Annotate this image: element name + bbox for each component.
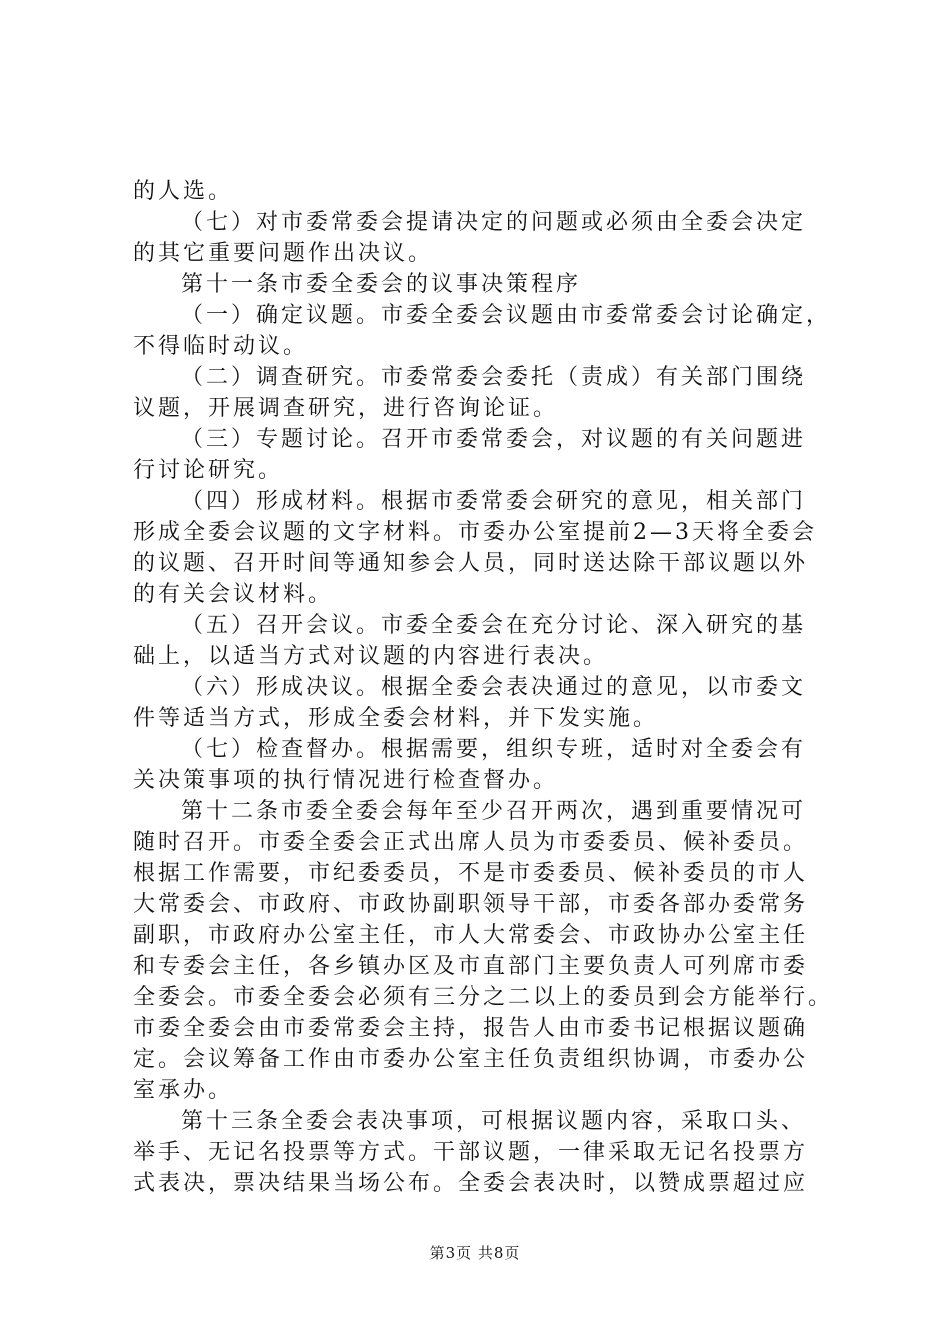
text-line: 第十一条市委全委会的议事决策程序 bbox=[181, 272, 582, 297]
text-line: （七）检查督办。根据需要，组织专班，适时对全委会有 bbox=[181, 737, 807, 762]
text-line: 全委会。市委全委会必须有三分之二以上的委员到会方能举行。 bbox=[133, 985, 833, 1010]
text-line: 室承办。 bbox=[133, 1078, 234, 1103]
text-line: 议题，开展调查研究，进行咨询论证。 bbox=[133, 396, 559, 421]
text-line: 的人选。 bbox=[133, 179, 234, 204]
text-line: （一）确定议题。市委全委会议题由市委常委会讨论确定， bbox=[181, 303, 832, 328]
text-line: 不得临时动议。 bbox=[133, 334, 309, 359]
text-line: （五）召开会议。市委全委会在充分讨论、深入研究的基 bbox=[181, 613, 807, 638]
text-line: （六）形成决议。根据全委会表决通过的意见，以市委文 bbox=[181, 675, 807, 700]
text-line: 形成全委会议题的文字材料。市委办公室提前2—3天将全委会 bbox=[133, 520, 817, 545]
text-line: 行讨论研究。 bbox=[133, 458, 284, 483]
text-line: 的其它重要问题作出决议。 bbox=[133, 241, 434, 266]
text-line: 市委全委会由市委常委会主持，报告人由市委书记根据议题确 bbox=[133, 1016, 809, 1041]
text-line: 第十二条市委全委会每年至少召开两次，遇到重要情况可 bbox=[181, 799, 807, 824]
text-line: 第十三条全委会表决事项，可根据议题内容，采取口头、 bbox=[181, 1109, 807, 1134]
text-line: 式表决，票决结果当场公布。全委会表决时，以赞成票超过应 bbox=[133, 1171, 809, 1196]
text-line: 随时召开。市委全委会正式出席人员为市委委员、候补委员。 bbox=[133, 830, 809, 855]
document-body bbox=[133, 176, 833, 1199]
text-line: （三）专题讨论。召开市委常委会，对议题的有关问题进 bbox=[181, 427, 807, 452]
text-line: 件等适当方式，形成全委会材料，并下发实施。 bbox=[133, 706, 659, 731]
text-line: 副职，市政府办公室主任，市人大常委会、市政协办公室主任 bbox=[133, 923, 809, 948]
text-line: 举手、无记名投票等方式。干部议题，一律采取无记名投票方 bbox=[133, 1140, 809, 1165]
text-line: 的议题、召开时间等通知参会人员，同时送达除干部议题以外 bbox=[133, 551, 809, 576]
text-line: 根据工作需要，市纪委委员，不是市委委员、候补委员的市人 bbox=[133, 861, 809, 886]
page-footer: 第3页 共8页 bbox=[429, 1244, 521, 1262]
text-line: （四）形成材料。根据市委常委会研究的意见，相关部门 bbox=[181, 489, 807, 514]
text-line: （二）调查研究。市委常委会委托（责成）有关部门围绕 bbox=[181, 365, 807, 390]
text-line: 关决策事项的执行情况进行检查督办。 bbox=[133, 768, 559, 793]
text-line: （七）对市委常委会提请决定的问题或必须由全委会决定 bbox=[181, 210, 807, 235]
text-line: 大常委会、市政府、市政协副职领导干部，市委各部办委常务 bbox=[133, 892, 809, 917]
text-line: 定。会议筹备工作由市委办公室主任负责组织协调，市委办公 bbox=[133, 1047, 809, 1072]
text-line: 础上，以适当方式对议题的内容进行表决。 bbox=[133, 644, 609, 669]
text-line: 的有关会议材料。 bbox=[133, 582, 334, 607]
text-line: 和专委会主任，各乡镇办区及市直部门主要负责人可列席市委 bbox=[133, 954, 809, 979]
